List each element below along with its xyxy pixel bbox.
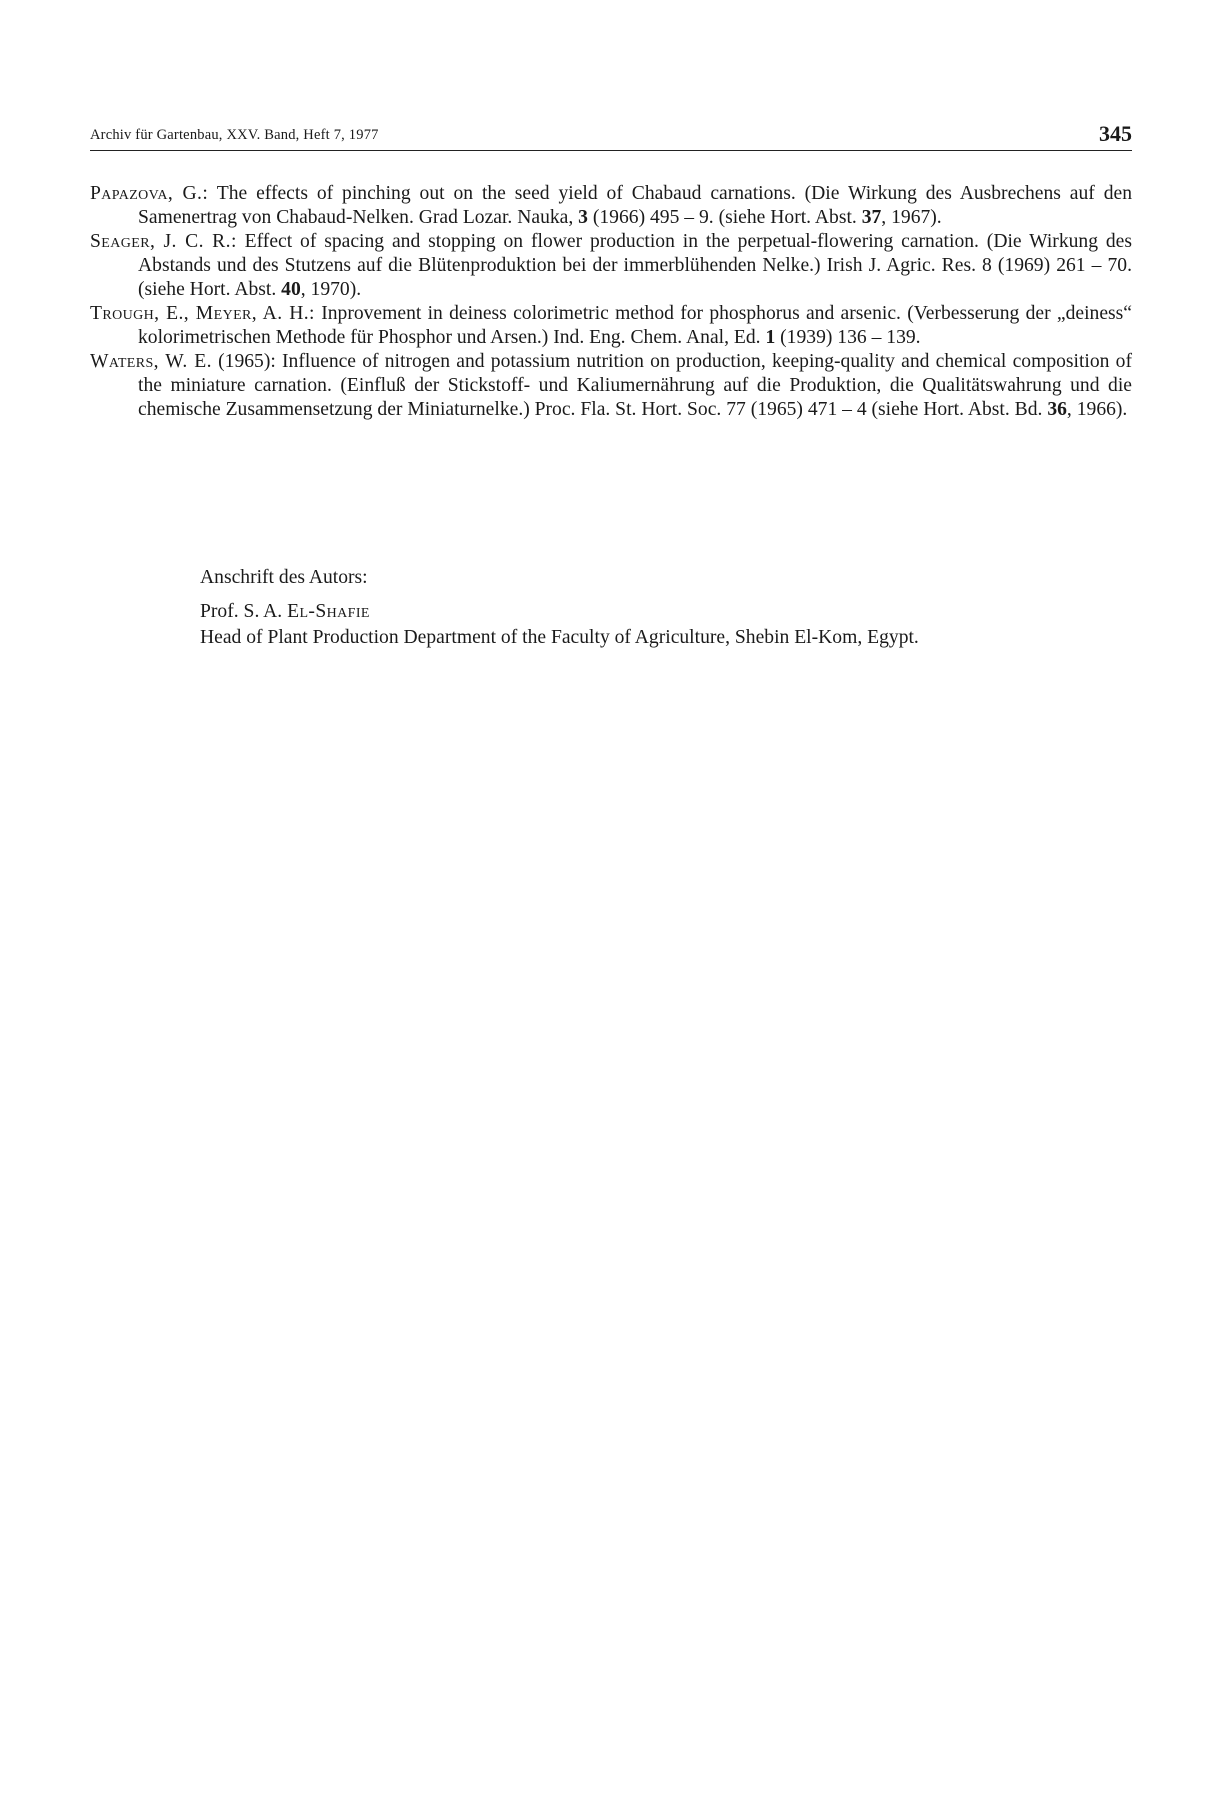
reference-volume: 1 — [765, 327, 776, 348]
reference-volume: 3 — [578, 207, 588, 228]
reference-list — [90, 182, 1132, 422]
reference-volume: 37 — [861, 207, 882, 228]
page-number: 345 — [1099, 121, 1132, 146]
reference-text: (1966) 495 – 9. (siehe Hort. Abst. — [587, 207, 862, 228]
author-name — [200, 599, 1132, 625]
reference-entry — [90, 182, 1132, 230]
reference-entry — [90, 302, 1132, 350]
reference-text: , 1970). — [300, 279, 362, 300]
reference-text: Effect of spacing and stopping on flower production in the perpetual-flowering carnation. (Die Wirkung des Abstands und des Stutzens auf die Blütenproduktion bei der immerblühenden Nelke.) Irish J. Agric. Res. 8 (1969) 261 – 70. (siehe Hort. Abst. — [138, 231, 1132, 300]
author-affiliation: Head of Plant Production Department of the Faculty of Agriculture, Shebin El-Kom, Egypt. — [200, 627, 919, 648]
reference-volume: 36 — [1047, 399, 1067, 420]
reference-entry — [90, 350, 1132, 422]
reference-entry — [90, 230, 1132, 302]
journal-citation: Archiv für Gartenbau, XXV. Band, Heft 7, 1977 — [90, 127, 379, 143]
reference-text: (1965): Influence of nitrogen and potassium nutrition on production, keeping-quality and chemical composition of the miniature carnation. (Einfluß der Stickstoff- und Kaliumernährung auf die Produktion, die Qualitätswahrung und die chemische Zusammensetzung der Miniaturnelke.) Proc. Fla. St. Hort. Soc. 77 (1965) 471 – 4 (siehe Hort. Abst. Bd. — [138, 351, 1132, 420]
reference-author: Papazova, G.: — [90, 183, 209, 204]
running-header — [90, 118, 1132, 151]
address-heading: Anschrift des Autors: — [200, 567, 368, 588]
author-surname: El-Shafie — [287, 601, 370, 622]
reference-text: , 1967). — [881, 207, 942, 228]
reference-volume: 40 — [281, 279, 301, 300]
reference-text: (1939) 136 – 139. — [775, 327, 921, 348]
reference-author: Waters, W. E. — [90, 351, 212, 372]
author-address — [200, 565, 1132, 651]
author-name-prefix: Prof. S. A. — [200, 601, 288, 622]
reference-text: , 1966). — [1066, 399, 1128, 420]
reference-text: Inprovement in deiness colorimetric method for phosphorus and arsenic. (Verbesserung der „deiness“ kolorimetrischen Methode für Phosphor und Arsen.) Ind. Eng. Chem. Anal, Ed. — [138, 303, 1132, 348]
reference-author: Seager, J. C. R.: — [90, 231, 237, 252]
reference-author: Trough, E., Meyer, A. H.: — [90, 303, 315, 324]
reference-text: The effects of pinching out on the seed yield of Chabaud carnations. (Die Wirkung des Ausbrechens auf den Samenertrag von Chabaud-Nelken. Grad Lozar. Nauka, — [138, 183, 1132, 228]
